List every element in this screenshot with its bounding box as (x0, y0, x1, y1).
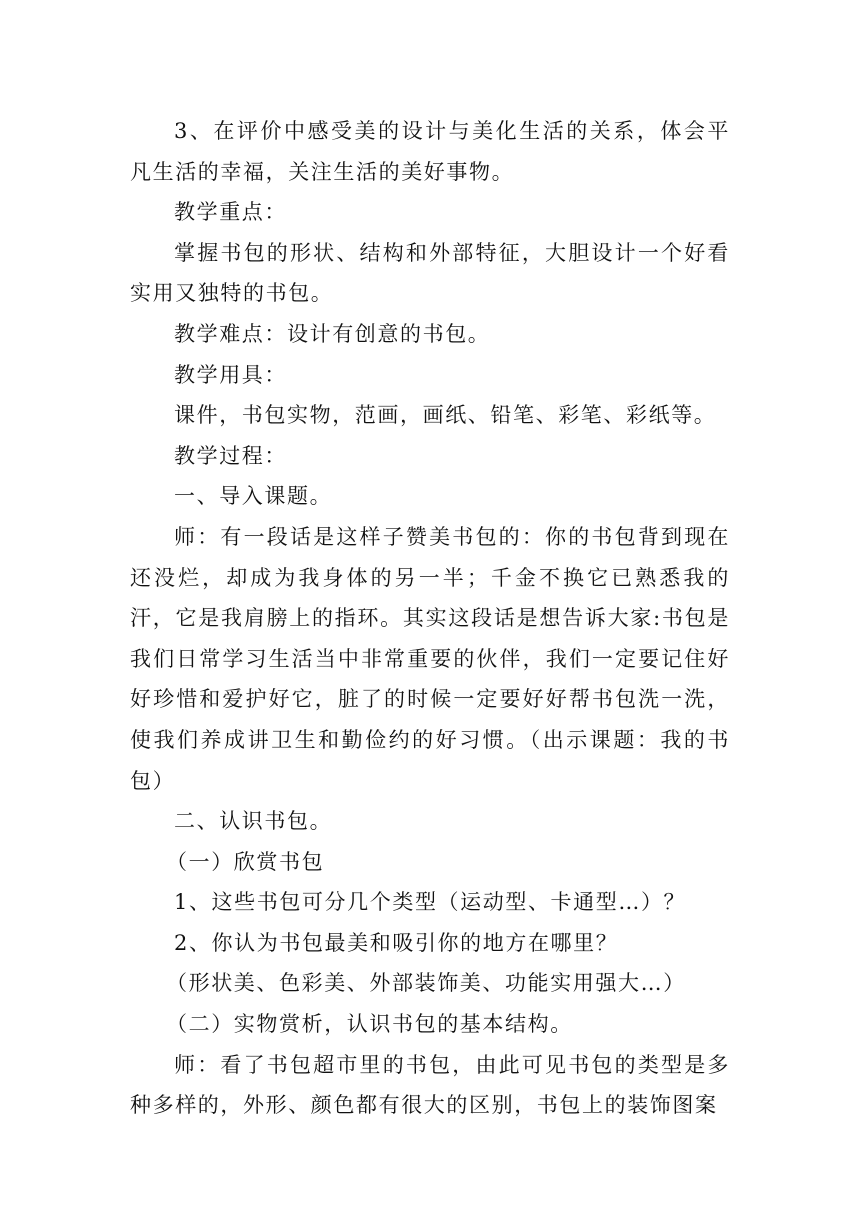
paragraph-goal-3: 3、在评价中感受美的设计与美化生活的关系，体会平凡生活的幸福，关注生活的美好事物。 (130, 119, 730, 184)
paragraph-difficulty: 教学难点：设计有创意的书包。 (174, 321, 491, 346)
heading-teaching-process: 教学过程： (174, 443, 287, 468)
document-body (130, 111, 730, 1126)
heading-section-2: 二、认识书包。 (174, 809, 333, 834)
subheading-appreciate: （一）欣赏书包 (166, 849, 325, 874)
paragraph-teaching-tools: 课件，书包实物，范画，画纸、铅笔、彩笔、彩纸等。 (174, 403, 717, 428)
paragraph-key-points: 掌握书包的形状、结构和外部特征，大胆设计一个好看实用又独特的书包。 (130, 240, 730, 306)
heading-section-1: 一、导入课题。 (174, 484, 333, 509)
heading-key-points: 教学重点： (174, 200, 287, 225)
heading-teaching-tools: 教学用具： (174, 362, 287, 387)
answer-2: （形状美、色彩美、外部装饰美、功能实用强大…） (166, 971, 686, 996)
paragraph-teacher-intro: 师：有一段话是这样子赞美书包的：你的书包背到现在还没烂，却成为我身体的另一半；千金不换它已熟悉我的汗，它是我肩膀上的指环。其实这段话是想告诉大家:书包是我们日常学习生活当中非常重要的伙伴，我们一定要记住好好珍惜和爱护好它，脏了的时候一定要好好帮书包洗一洗，使我们养成讲卫生和勤俭约的好习惯。（出示课题：我的书包） (130, 524, 730, 793)
subheading-structure: （二）实物赏析，认识书包的基本结构。 (166, 1012, 573, 1037)
question-2: 2、你认为书包最美和吸引你的地方在哪里？ (174, 930, 619, 955)
paragraph-teacher-structure: 师：看了书包超市里的书包，由此可见书包的类型是多种多样的，外形、颜色都有很大的区别，书包上的装饰图案 (130, 1052, 730, 1118)
question-1: 1、这些书包可分几个类型（运动型、卡通型…）？ (174, 890, 687, 915)
